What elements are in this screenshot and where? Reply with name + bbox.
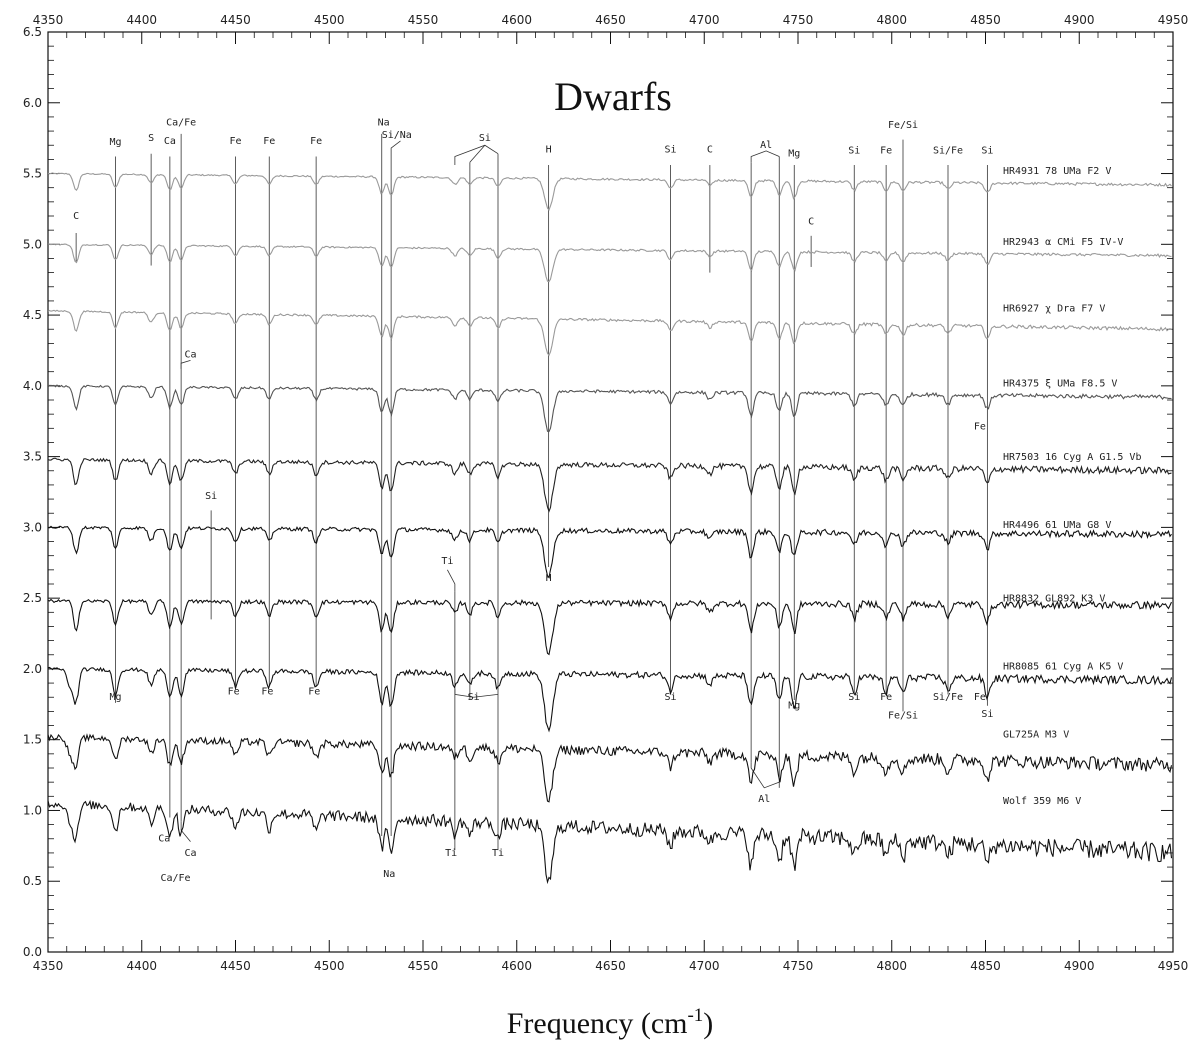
y-tick-label: 2.5 bbox=[22, 591, 42, 606]
annotation-group bbox=[73, 117, 993, 884]
x-tick-label-bottom: 4350 bbox=[32, 959, 64, 973]
line-annotation: Al bbox=[760, 140, 773, 152]
y-tick-label: 5.0 bbox=[22, 237, 42, 252]
line-annotation: Fe bbox=[229, 135, 242, 147]
line-annotation: Fe bbox=[261, 686, 274, 698]
y-tick-label: 6.5 bbox=[22, 25, 42, 39]
marker-bracket bbox=[391, 141, 400, 157]
spectrum-line bbox=[48, 735, 1172, 802]
marker-bracket bbox=[751, 151, 779, 162]
axis-ticks bbox=[23, 13, 1188, 973]
x-axis-title-main: Frequency (cm bbox=[506, 1007, 688, 1040]
y-tick-label: 1.0 bbox=[22, 803, 42, 818]
line-annotation: H bbox=[545, 144, 552, 156]
x-tick-label-top: 4900 bbox=[1063, 13, 1095, 27]
x-tick-label-bottom: 4600 bbox=[501, 959, 533, 973]
x-tick-label-top: 4450 bbox=[220, 13, 251, 27]
line-annotation: Si bbox=[981, 709, 994, 721]
series-label: GL725A M3 V bbox=[1003, 729, 1070, 741]
spectrum-line bbox=[48, 244, 1172, 282]
x-tick-label-top: 4750 bbox=[782, 13, 814, 27]
spectrum-line bbox=[48, 173, 1172, 210]
line-annotation: Ca bbox=[184, 847, 197, 859]
line-annotation: Ca bbox=[158, 833, 171, 845]
line-annotation: Fe/Si bbox=[887, 120, 919, 132]
x-axis-title-close: ) bbox=[703, 1007, 714, 1040]
line-annotation: S bbox=[148, 132, 155, 144]
x-tick-label-top: 4650 bbox=[595, 13, 626, 27]
line-annotation: Ca/Fe bbox=[160, 873, 191, 885]
series-label: HR8832 GL892 K3 V bbox=[1003, 593, 1106, 605]
x-tick-label-top: 4550 bbox=[407, 13, 439, 27]
spectrum-line bbox=[48, 385, 1172, 431]
line-annotation: Fe bbox=[973, 692, 986, 704]
line-annotation: Fe bbox=[308, 686, 321, 698]
line-annotation: Al bbox=[758, 793, 771, 805]
series-label: HR7503 16 Cyg A G1.5 Vb bbox=[1003, 451, 1142, 463]
x-tick-label-top: 4950 bbox=[1157, 13, 1189, 27]
line-annotation: H bbox=[545, 573, 552, 585]
spectrum-line bbox=[48, 667, 1172, 730]
x-tick-label-bottom: 4800 bbox=[876, 959, 908, 973]
line-annotation: Mg bbox=[788, 148, 801, 160]
line-annotation: C bbox=[706, 144, 713, 156]
x-tick-label-top: 4600 bbox=[501, 13, 533, 27]
y-tick-label: 0.5 bbox=[22, 874, 42, 889]
y-tick-label: 1.5 bbox=[22, 732, 42, 747]
line-annotation: Ca/Fe bbox=[166, 117, 197, 129]
chart-title: Dwarfs bbox=[554, 74, 672, 119]
line-annotation: Ti bbox=[441, 556, 454, 568]
y-tick-label: 3.0 bbox=[22, 520, 42, 535]
line-annotation: C bbox=[808, 216, 815, 228]
marker-bracket bbox=[447, 570, 455, 591]
series-label: HR8085 61 Cyg A K5 V bbox=[1003, 661, 1124, 673]
series-label: HR4931 78 UMa F2 V bbox=[1003, 166, 1112, 178]
line-annotation: Si bbox=[478, 132, 491, 144]
x-tick-label-top: 4400 bbox=[126, 13, 158, 27]
line-annotation: Si bbox=[664, 144, 677, 156]
line-annotation: Fe bbox=[263, 135, 276, 147]
line-annotation: Fe bbox=[227, 686, 240, 698]
line-annotation: Si bbox=[981, 145, 994, 157]
y-tick-label: 3.5 bbox=[22, 449, 42, 464]
spectrum-line bbox=[48, 526, 1172, 577]
spectrum-line bbox=[48, 458, 1172, 511]
x-tick-label-bottom: 4900 bbox=[1063, 959, 1095, 973]
spectrum-line bbox=[48, 600, 1172, 655]
line-annotation: Mg bbox=[788, 700, 801, 712]
line-annotation: Fe bbox=[310, 135, 323, 147]
line-annotation: Mg bbox=[109, 692, 122, 704]
y-tick-label: 2.0 bbox=[22, 661, 42, 676]
y-tick-label: 4.0 bbox=[22, 378, 42, 393]
x-tick-label-top: 4700 bbox=[688, 13, 720, 27]
y-tick-label: 0.0 bbox=[22, 945, 42, 959]
spectrum-line bbox=[48, 801, 1172, 885]
line-annotation: Mg bbox=[109, 137, 122, 149]
line-annotation: Si bbox=[848, 692, 861, 704]
x-tick-label-bottom: 4700 bbox=[688, 959, 720, 973]
line-annotation: Na bbox=[383, 868, 396, 880]
line-annotation: Si/Na bbox=[381, 130, 412, 142]
series-label: HR6927 χ Dra F7 V bbox=[1003, 303, 1106, 315]
line-annotation: Fe/Si bbox=[887, 710, 919, 722]
line-annotation: Fe bbox=[880, 145, 893, 157]
x-tick-label-top: 4500 bbox=[313, 13, 345, 27]
y-tick-label: 5.5 bbox=[22, 166, 42, 181]
line-annotation: Si/Fe bbox=[932, 145, 964, 157]
line-annotation: Ca bbox=[184, 349, 197, 361]
x-tick-label-bottom: 4550 bbox=[407, 959, 439, 973]
line-annotation: Si/Fe bbox=[932, 692, 964, 704]
x-axis-title bbox=[507, 1005, 714, 1040]
series-label: HR4375 ξ UMa F8.5 V bbox=[1003, 378, 1118, 390]
x-tick-label-top: 4350 bbox=[32, 13, 64, 27]
line-annotation: Si bbox=[467, 692, 480, 704]
line-annotation: Ca bbox=[163, 135, 176, 147]
line-annotation: Ti bbox=[445, 847, 458, 859]
series-label: HR2943 α CMi F5 IV-V bbox=[1003, 236, 1124, 248]
line-annotation: Si bbox=[664, 692, 677, 704]
series-label: HR4496 61 UMa G8 V bbox=[1003, 519, 1112, 531]
x-tick-label-bottom: 4750 bbox=[782, 959, 814, 973]
star-labels bbox=[1003, 166, 1141, 807]
x-tick-label-bottom: 4500 bbox=[313, 959, 345, 973]
marker-bracket bbox=[181, 360, 190, 368]
spectrum-line bbox=[48, 310, 1172, 355]
series-label: Wolf 359 M6 V bbox=[1003, 795, 1082, 807]
x-tick-label-bottom: 4850 bbox=[970, 959, 1001, 973]
y-tick-label: 6.0 bbox=[22, 95, 42, 110]
line-annotation: Na bbox=[377, 117, 390, 129]
marker-bracket bbox=[181, 822, 190, 842]
line-annotation: Si bbox=[848, 145, 861, 157]
x-tick-label-bottom: 4400 bbox=[126, 959, 158, 973]
line-annotation: Ti bbox=[491, 847, 505, 859]
x-tick-label-bottom: 4450 bbox=[220, 959, 251, 973]
x-tick-label-bottom: 4950 bbox=[1157, 959, 1189, 973]
x-tick-label-top: 4850 bbox=[970, 13, 1001, 27]
x-tick-label-top: 4800 bbox=[876, 13, 908, 27]
x-tick-label-bottom: 4650 bbox=[595, 959, 626, 973]
line-annotation: Fe bbox=[973, 421, 986, 433]
line-annotation: Si bbox=[205, 491, 218, 503]
y-tick-label: 4.5 bbox=[22, 308, 42, 323]
line-annotation: Fe bbox=[880, 692, 893, 704]
line-annotation: C bbox=[73, 210, 80, 222]
x-axis-title-sup: -1 bbox=[687, 1005, 704, 1026]
